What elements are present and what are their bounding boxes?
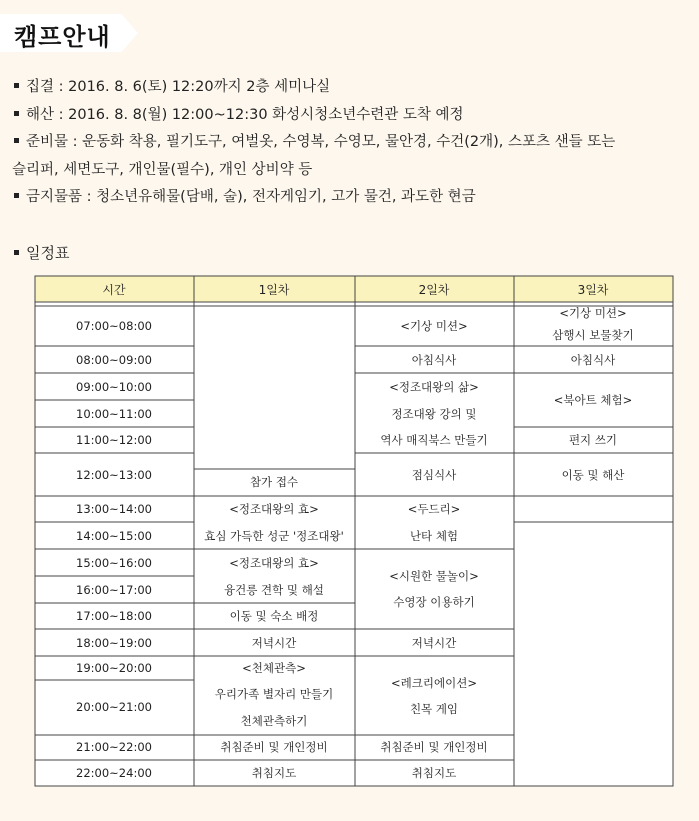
time-cell: 14:00~15:00 bbox=[76, 529, 152, 543]
page-title: 캠프안내 bbox=[14, 23, 111, 51]
day1-event: 취침준비 및 개인정비 bbox=[220, 740, 328, 754]
day2-event-line: 친목 게임 bbox=[409, 702, 459, 716]
header-time: 시간 bbox=[102, 283, 126, 297]
day2-event-line: <레크리에이션> bbox=[391, 676, 477, 690]
day1-event: 취침지도 bbox=[251, 766, 297, 780]
time-cell: 07:00~08:00 bbox=[76, 319, 152, 333]
day1-checkin: 참가 접수 bbox=[249, 475, 299, 489]
info-item-supplies-cont: 슬리퍼, 세면도구, 개인물(필수), 개인 상비약 등 bbox=[12, 161, 313, 178]
time-cell: 12:00~13:00 bbox=[76, 468, 152, 482]
info-item-gathering: 집결 : 2016. 8. 6(토) 12:20까지 2층 세미나실 bbox=[12, 74, 692, 102]
day3-event-line: <기상 미션> bbox=[559, 306, 627, 320]
day2-event: 저녁시간 bbox=[411, 636, 457, 650]
info-item-supplies: 준비물 : 운동화 착용, 필기도구, 여벌옷, 수영복, 수영모, 물안경, 수건(2개), 스포츠 샌들 또는 bbox=[12, 129, 692, 157]
day2-event: 점심식사 bbox=[411, 468, 457, 482]
day1-event-line: 효심 가득한 성군 '정조대왕' bbox=[204, 529, 344, 543]
day3-event: <북아트 체험> bbox=[553, 393, 633, 407]
day3-event: 아침식사 bbox=[570, 353, 616, 367]
day1-event-line: 우리가족 별자리 만들기 bbox=[214, 687, 334, 701]
time-cell: 18:00~19:00 bbox=[76, 636, 152, 650]
day1-event: 저녁시간 bbox=[251, 636, 297, 650]
time-cell: 22:00~24:00 bbox=[76, 766, 152, 780]
day2-event: 취침준비 및 개인정비 bbox=[380, 740, 488, 754]
day2-event-line: 정조대왕 강의 및 bbox=[391, 407, 477, 421]
day2-event-line: 수영장 이용하기 bbox=[393, 595, 475, 609]
time-cell: 13:00~14:00 bbox=[76, 502, 152, 516]
day1-event-line: <천체관측> bbox=[242, 661, 306, 675]
day3-event: 편지 쓰기 bbox=[568, 433, 618, 447]
time-cell: 08:00~09:00 bbox=[76, 353, 152, 367]
day3-event: 이동 및 해산 bbox=[561, 468, 625, 482]
time-cell: 20:00~21:00 bbox=[76, 700, 152, 714]
header-day3: 3일차 bbox=[577, 283, 609, 297]
time-cell: 15:00~16:00 bbox=[76, 556, 152, 570]
time-cell: 11:00~12:00 bbox=[76, 433, 152, 447]
header-day1: 1일차 bbox=[258, 283, 290, 297]
day1-event-line: 천체관측하기 bbox=[240, 714, 308, 728]
schedule-title: 일정표 bbox=[12, 241, 69, 265]
info-item-dismissal: 해산 : 2016. 8. 8(월) 12:00~12:30 화성시청소년수련관 도착 예정 bbox=[12, 102, 692, 130]
day2-event: 아침식사 bbox=[411, 353, 457, 367]
day1-event: 이동 및 숙소 배정 bbox=[229, 609, 319, 623]
time-cell: 19:00~20:00 bbox=[76, 661, 152, 675]
day1-event-line: 융건릉 견학 및 해설 bbox=[224, 583, 324, 597]
time-cell: 10:00~11:00 bbox=[76, 407, 152, 421]
day1-event-line: <정조대왕의 효> bbox=[229, 556, 319, 570]
day2-event-line: 역사 매직북스 만들기 bbox=[380, 433, 488, 447]
time-cell: 21:00~22:00 bbox=[76, 740, 152, 754]
day3-event-line: 삼행시 보물찾기 bbox=[552, 328, 634, 342]
day2-event: 취침지도 bbox=[411, 766, 457, 780]
info-item-prohibited: 금지물품 : 청소년유해물(담배, 술), 전자게임기, 고가 물건, 과도한 현금 bbox=[12, 184, 692, 212]
time-cell: 09:00~10:00 bbox=[76, 380, 152, 394]
day2-event-line: 난타 체험 bbox=[409, 529, 459, 543]
day2-event: <기상 미션> bbox=[400, 319, 468, 333]
day2-event-line: <시원한 물놀이> bbox=[389, 569, 479, 583]
time-cell: 17:00~18:00 bbox=[76, 609, 152, 623]
day1-event-line: <정조대왕의 효> bbox=[229, 502, 319, 516]
day2-event-line: <두드리> bbox=[407, 502, 461, 516]
header-day2: 2일차 bbox=[418, 283, 450, 297]
day2-event-line: <정조대왕의 삶> bbox=[389, 380, 479, 394]
time-cell: 16:00~17:00 bbox=[76, 583, 152, 597]
